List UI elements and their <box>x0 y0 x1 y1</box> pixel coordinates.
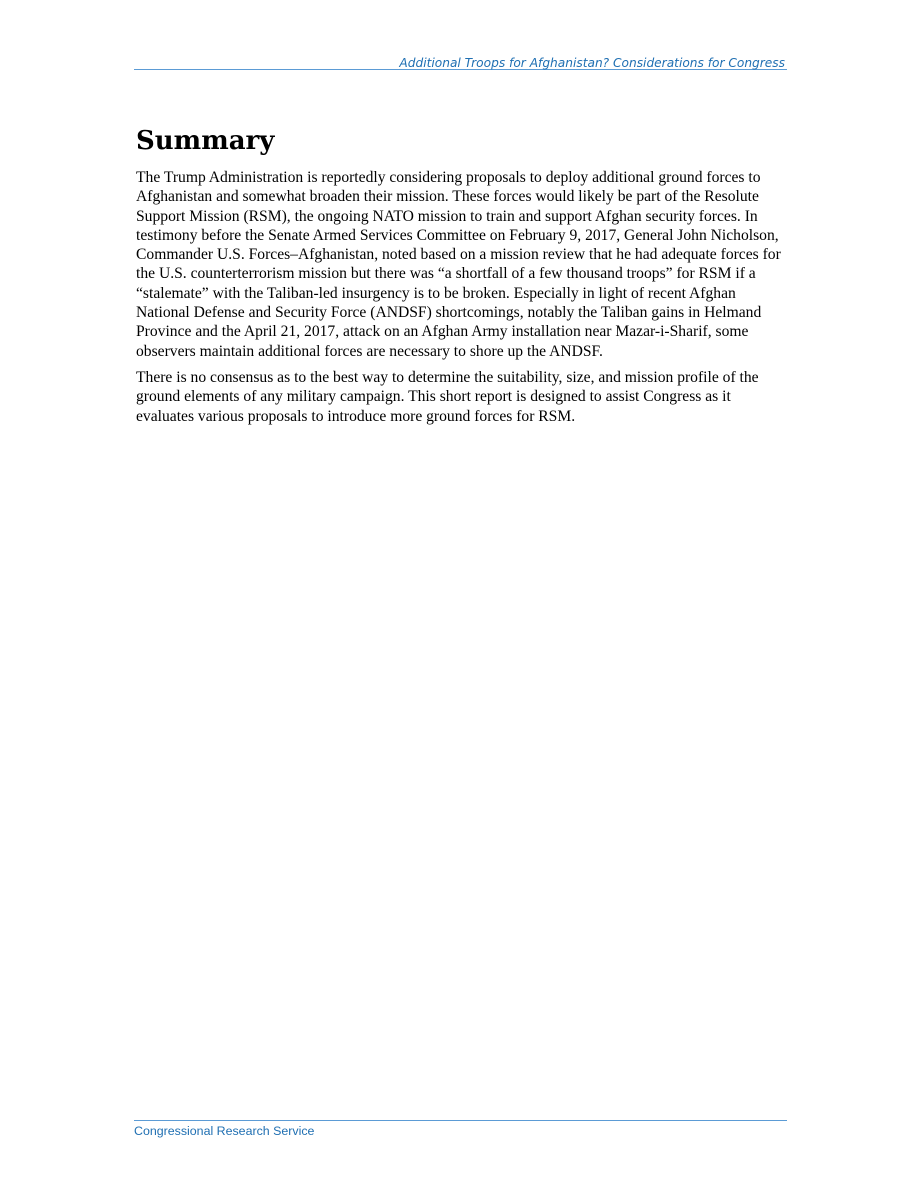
summary-paragraph-1: The Trump Administration is reportedly considering proposals to deploy additional ground forces to Afghanistan and somewhat broaden their mission. These forces would likely be part of the Resolute Support Mission (RSM), the ongoing NATO mission to train and support Afghan security forces. In testimony before the Senate Armed Services Committee on February 9, 2017, General John Nicholson, Commander U.S. Forces–Afghanistan, noted based on a mission review that he had adequate forces for the U.S. counterterrorism mission but there was “a shortfall of a few thousand troops” for RSM if a “stalemate” with the Taliban-led insurgency is to be broken. Especially in light of recent Afghan National Defense and Security Force (ANDSF) shortcomings, notably the Taliban gains in Helmand Province and the April 21, 2017, attack on an Afghan Army installation near Mazar-i-Sharif, some observers maintain additional forces are necessary to shore up the ANDSF. <box>136 169 781 360</box>
report-title: Additional Troops for Afghanistan? Considerations for Congress <box>399 56 785 70</box>
section-heading: Summary <box>136 126 275 156</box>
footer-organization: Congressional Research Service <box>134 1124 315 1138</box>
summary-section <box>136 122 788 433</box>
running-footer <box>134 1120 787 1139</box>
summary-paragraph-2: There is no consensus as to the best way to determine the suitability, size, and mission profile of the ground elements of any military campaign. This short report is designed to assist Congress as it evaluates various proposals to introduce more ground forces for RSM. <box>136 368 759 425</box>
running-header <box>134 54 787 70</box>
